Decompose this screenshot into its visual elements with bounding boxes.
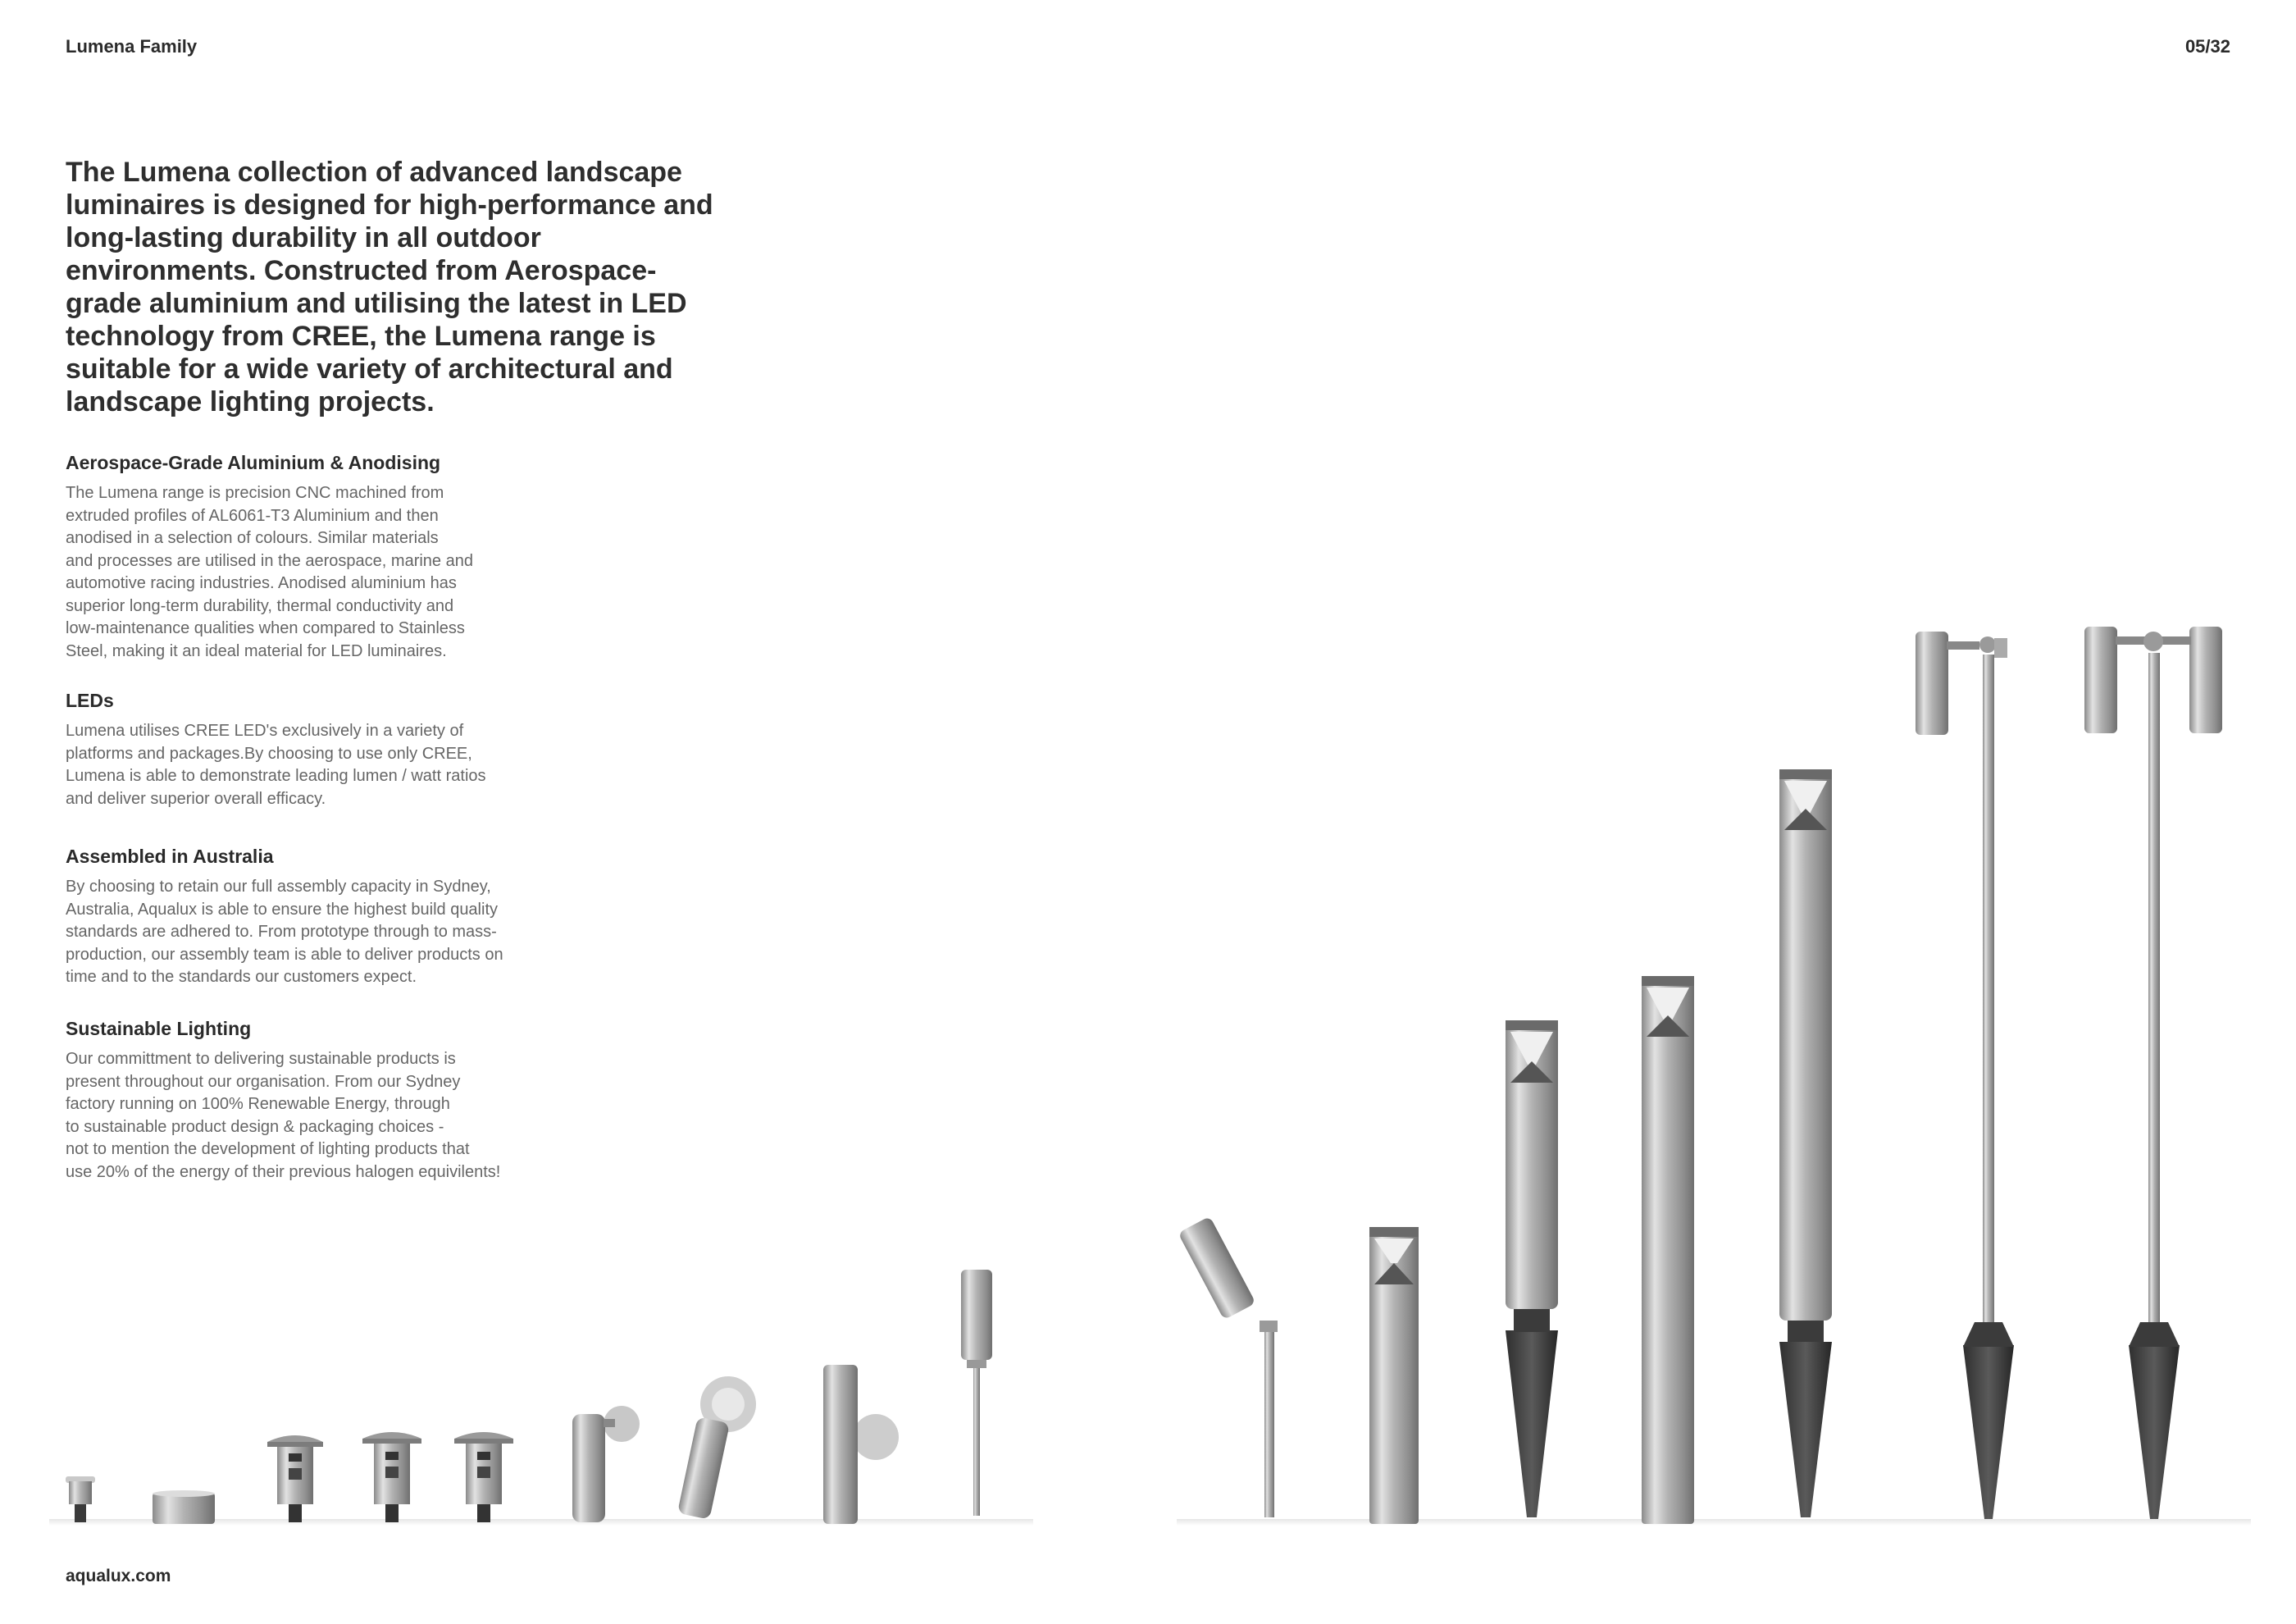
deck-light-3 [454, 1432, 513, 1522]
footer-website: aqualux.com [66, 1567, 171, 1585]
page-number: 05/32 [2184, 36, 2230, 57]
pole-spot-double [2084, 627, 2222, 1519]
section-body: Our committment to delivering sustainable products is present throughout our organisation. From our Sydney factory running on 100% Renewable Energy, through to sustainable product design & packaging choices - not to mention the development of lighting products that use 20% of the energy of their previous halogen equivilents! [66, 1050, 501, 1181]
section-title: Assembled in Australia [66, 846, 274, 867]
section-title: Sustainable Lighting [66, 1018, 252, 1039]
tilted-spot-light [677, 1376, 756, 1520]
spike-bollard-medium [1506, 1020, 1558, 1517]
inground-light-mini [66, 1476, 95, 1522]
brand-title: Lumena Family [66, 36, 198, 57]
section-title: LEDs [66, 690, 114, 711]
bollard-short [1369, 1227, 1419, 1524]
deck-light-1 [267, 1435, 323, 1522]
wall-spot-light [572, 1406, 640, 1522]
bollard-tall [1642, 976, 1694, 1524]
mini-pole-light [961, 1270, 992, 1516]
pole-spot-single [1916, 632, 2014, 1519]
intro-paragraph: The Lumena collection of advanced landscape luminaires is designed for high-performance and long-lasting durability in all outdoor environments. Constructed from Aerospace-grade aluminium and utilising the latest in LED technology from CREE, the Lumena range is suitable for a wide variety of architectural and landscape lighting projects. [66, 157, 713, 417]
section-body: By choosing to retain our full assembly capacity in Sydney, Australia, Aqualux is able to ensure the highest build quality standards are adhered to. From prototype through to mass- production, our assembly team is able to deliver products on time and to the standards our customers expect. [66, 878, 503, 986]
section-title: Aerospace-Grade Aluminium & Anodising [66, 452, 441, 473]
spike-bollard-tall [1779, 769, 1832, 1517]
section-body: The Lumena range is precision CNC machined from extruded profiles of AL6061-T3 Aluminium and then anodised in a selection of colours. Similar materials and processes are utilised in the aerospace, marine and automotive racing industries. Anodised aluminium has superior long-term durability, thermal conductivity and low-maintenance qualities when compared to Stainless Steel, making it an ideal material for LED luminaires. [66, 484, 473, 660]
spike-spot-light [1178, 1216, 1278, 1517]
deck-light-2 [362, 1432, 421, 1522]
ground-shadow [1177, 1519, 2251, 1526]
wall-up-down-light [823, 1365, 899, 1524]
inground-light-cylinder [153, 1490, 215, 1524]
section-body: Lumena utilises CREE LED's exclusively in a variety of platforms and packages.By choosing to use only CREE, Lumena is able to demonstrate leading lumen / watt ratios and deliver superior overall efficacy. [66, 722, 486, 808]
